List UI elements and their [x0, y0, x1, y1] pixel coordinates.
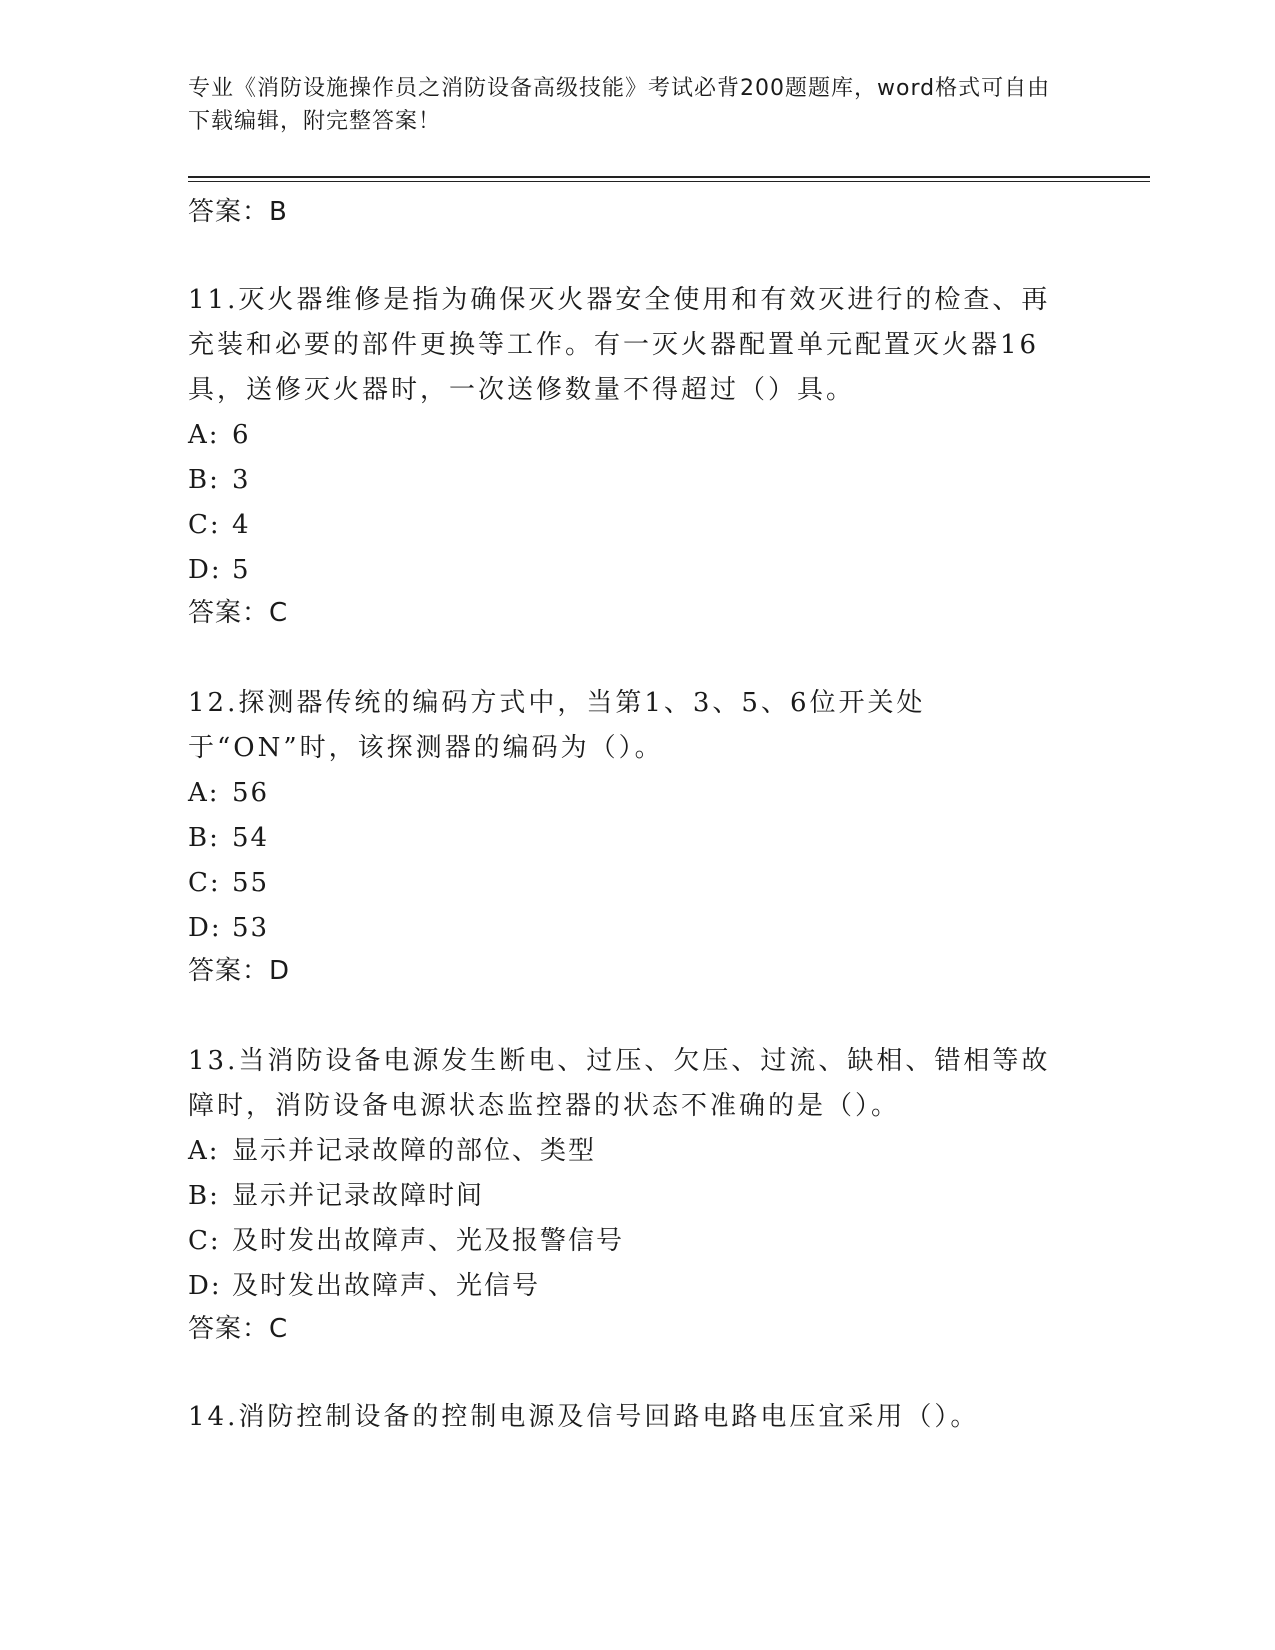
- spacer: [188, 991, 1148, 1039]
- question-text: 14.消防控制设备的控制电源及信号回路电路电压宜采用（）。: [188, 1402, 980, 1432]
- option-d: D: 53: [188, 913, 270, 943]
- option-c: C: 4: [188, 510, 251, 540]
- spacer: [188, 633, 1148, 681]
- question-text: 13.当消防设备电源发生断电、过压、欠压、过流、缺相、错相等故障时，消防设备电源状态监控器的状态不准确的是（）。: [188, 1046, 1051, 1121]
- answer-label: 答案：: [188, 197, 270, 227]
- answer-value: B: [269, 197, 288, 227]
- spacer: [188, 1349, 1148, 1395]
- option-c: C: 55: [188, 868, 270, 898]
- option-d: D: 5: [188, 555, 251, 585]
- answer-line: [188, 593, 1148, 633]
- answer-label: 答案：: [188, 956, 270, 986]
- option-a: A: 6: [188, 420, 251, 450]
- answer-value: C: [269, 1314, 289, 1344]
- question-text: 11.灭火器维修是指为确保灭火器安全使用和有效灭进行的检查、再充装和必要的部件更换等工作。有一灭火器配置单元配置灭火器16具，送修灭火器时，一次送修数量不得超过（）具。: [188, 285, 1051, 405]
- answer-label: 答案：: [188, 598, 270, 628]
- answer-line: [188, 1309, 1148, 1349]
- question-list: [188, 192, 1148, 1440]
- option-c: C: 及时发出故障声、光及报警信号: [188, 1226, 625, 1256]
- answer-label: 答案：: [188, 1314, 270, 1344]
- answer-line: [188, 192, 1148, 232]
- spacer: [188, 232, 1148, 278]
- option-d: D: 及时发出故障声、光信号: [188, 1271, 541, 1301]
- question-text: 12.探测器传统的编码方式中，当第1、3、5、6位开关处于“ON”时，该探测器的编码为（）。: [188, 688, 926, 763]
- option-b: B: 显示并记录故障时间: [188, 1181, 485, 1211]
- page-header: [188, 72, 1148, 138]
- answer-value: C: [269, 598, 289, 628]
- header-divider: [188, 176, 1150, 182]
- option-b: B: 3: [188, 465, 251, 495]
- option-a: A: 显示并记录故障的部位、类型: [188, 1136, 597, 1166]
- answer-value: D: [269, 956, 291, 986]
- document-header: 专业《消防设施操作员之消防设备高级技能》考试必背200题题库，word格式可自由下载编辑，附完整答案！: [188, 76, 1051, 134]
- answer-line: [188, 951, 1148, 991]
- option-a: A: 56: [188, 778, 270, 808]
- option-b: B: 54: [188, 823, 270, 853]
